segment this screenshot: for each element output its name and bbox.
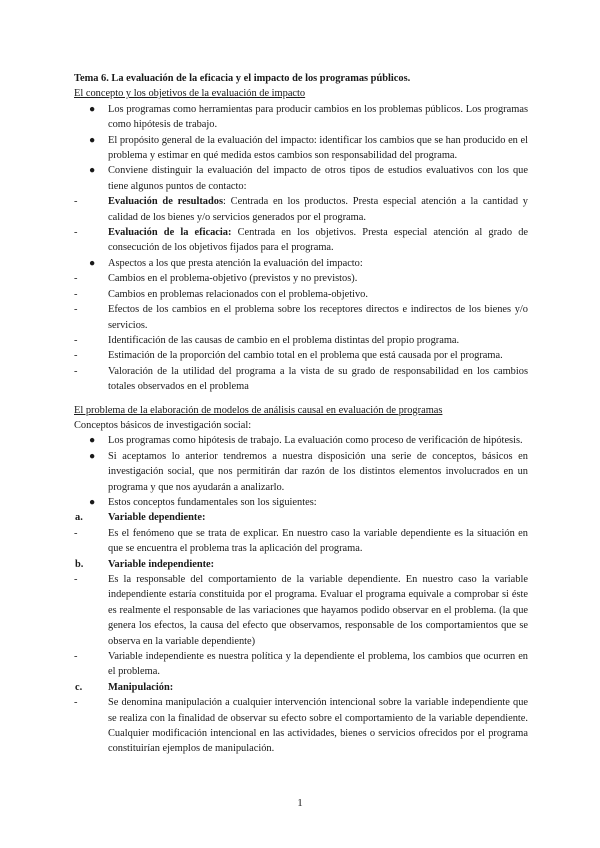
bullet-item	[74, 163, 528, 194]
subsection-item	[74, 557, 528, 572]
item-text: Los programas como hipótesis de trabajo. La evaluación como proceso de verificación de hipótesis.	[108, 435, 523, 447]
dash-marker: -	[74, 350, 78, 362]
list-letter: b.	[75, 558, 84, 570]
dash-item	[74, 572, 528, 649]
item-text: El propósito general de la evaluación del impacto: identificar los cambios que se han producido en el problema y estimar en qué medida estos cambios son responsabilidad del programa.	[108, 134, 528, 162]
subsection-item	[74, 680, 528, 695]
section1-heading: El concepto y los objetivos de la evaluación de impacto	[74, 88, 306, 100]
bullet-marker-icon: ●	[89, 165, 96, 177]
dash-marker: -	[74, 365, 78, 377]
item-bold-label: Variable independiente:	[108, 558, 215, 570]
item-text: Es el fenómeno que se trata de explicar. En nuestro caso la variable dependiente es la situación en que se encuentra el problema tras la aplicación del programa.	[108, 527, 528, 555]
section2-subheading: Conceptos básicos de investigación social:	[74, 419, 252, 431]
doc-title: Tema 6. La evaluación de la eficacia y el impacto de los programas públicos.	[74, 73, 411, 84]
item-bold-label: Manipulación:	[108, 681, 174, 693]
section2-heading: El problema de la elaboración de modelos de análisis causal en evaluación de programas	[74, 404, 443, 416]
item-text: Aspectos a los que presta atención la evaluación del impacto:	[108, 257, 363, 269]
section1-list	[74, 102, 528, 395]
item-text: Estos conceptos fundamentales son los siguientes:	[108, 496, 317, 508]
bullet-marker-icon: ●	[89, 435, 96, 447]
item-text: : Centrada en los productos. Presta especial atención a la cantidad y calidad de los bienes y/o servicios generados por el programa.	[108, 196, 528, 223]
item-text: Valoración de la utilidad del programa a la vista de su grado de responsabilidad en los cambios totales observados en el problema	[108, 365, 528, 393]
bullet-item	[74, 133, 528, 164]
item-bold-label: Variable dependiente:	[108, 512, 206, 524]
item-text: Estimación de la proporción del cambio total en el problema que está causada por el programa.	[108, 350, 503, 362]
item-text: Si aceptamos lo anterior tendremos a nuestra disposición una serie de conceptos, básicos en investigación social, que nos permitirán dar razón de los distintos elementos involucrados en un programa y que nos ayudarán a analizarlo.	[108, 450, 528, 493]
dash-item	[74, 194, 528, 225]
item-text: Efectos de los cambios en el problema sobre los receptores directos e indirectos de los bienes y/o servicios.	[108, 304, 528, 331]
dash-item	[74, 695, 528, 757]
bullet-marker-icon: ●	[89, 450, 96, 462]
dash-item	[74, 364, 528, 395]
list-letter: c.	[75, 681, 83, 693]
dash-marker: -	[74, 697, 78, 709]
dash-marker: -	[74, 227, 78, 239]
dash-marker: -	[74, 273, 78, 285]
item-text: Centrada en los objetivos. Presta especial atención al grado de consecución de los objetivos fijados para el programa.	[108, 227, 528, 254]
item-text: Conviene distinguir la evaluación del impacto de otros tipos de estudios evaluativos con los que tiene algunos puntos de contacto:	[108, 165, 528, 192]
item-text: Variable independiente es nuestra política y la dependiente el problema, los cambios que ocurren en el problema.	[108, 651, 528, 678]
item-text: Cambios en problemas relacionados con el problema-objetivo.	[108, 288, 368, 300]
bullet-marker-icon: ●	[89, 134, 96, 146]
dash-item	[74, 348, 528, 363]
dash-item	[74, 333, 528, 348]
item-text: Identificación de las causas de cambio en el problema distintas del propio programa.	[108, 334, 460, 346]
item-text: Es la responsable del comportamiento de la variable dependiente. En nuestro caso la variable independiente estaría constituida por el programa. Evaluar el programa equivale a comprobar si éste es realmente el responsable de las variaciones que hayamos podido observar en el problema. (la que genera los efectos, la causa del efecto que observamos, responsable de los comportamientos que se observa en la variable dependiente)	[108, 574, 528, 647]
page-number: 1	[297, 797, 303, 809]
page-content	[74, 71, 528, 757]
dash-marker: -	[74, 304, 78, 316]
item-text: Los programas como herramientas para producir cambios en los problemas públicos. Los programas como hipótesis de trabajo.	[108, 103, 528, 131]
section2-list	[74, 433, 528, 757]
subsection-item	[74, 510, 528, 525]
dash-item	[74, 649, 528, 680]
dash-marker: -	[74, 196, 78, 208]
bullet-item	[74, 433, 528, 448]
dash-marker: -	[74, 334, 78, 346]
dash-item	[74, 287, 528, 302]
dash-item	[74, 526, 528, 557]
bullet-marker-icon: ●	[89, 496, 96, 508]
section-gap	[74, 395, 528, 403]
bullet-marker-icon: ●	[89, 103, 96, 115]
dash-item	[74, 271, 528, 286]
item-bold-label: Evaluación de la eficacia:	[108, 227, 232, 239]
item-text: Se denomina manipulación a cualquier intervención intencional sobre la variable independiente que se realiza con la finalidad de observar su efecto sobre el comportamiento de la variable dependiente. Cualquier modificación intencional en las actividades, bienes o servicios ofrecidos por el programa constituirían ejemplos de manipulación.	[108, 697, 528, 755]
dash-marker: -	[74, 288, 78, 300]
dash-item	[74, 225, 528, 256]
bullet-item	[74, 449, 528, 495]
list-letter: a.	[75, 512, 83, 524]
dash-marker: -	[74, 527, 78, 539]
bullet-item	[74, 102, 528, 133]
item-bold-label: Evaluación de resultados	[108, 196, 224, 208]
dash-item	[74, 302, 528, 333]
bullet-marker-icon: ●	[89, 257, 96, 269]
dash-marker: -	[74, 574, 78, 585]
bullet-item	[74, 495, 528, 510]
bullet-item	[74, 256, 528, 271]
dash-marker: -	[74, 651, 78, 663]
item-text: Cambios en el problema-objetivo (previstos y no previstos).	[108, 273, 358, 285]
